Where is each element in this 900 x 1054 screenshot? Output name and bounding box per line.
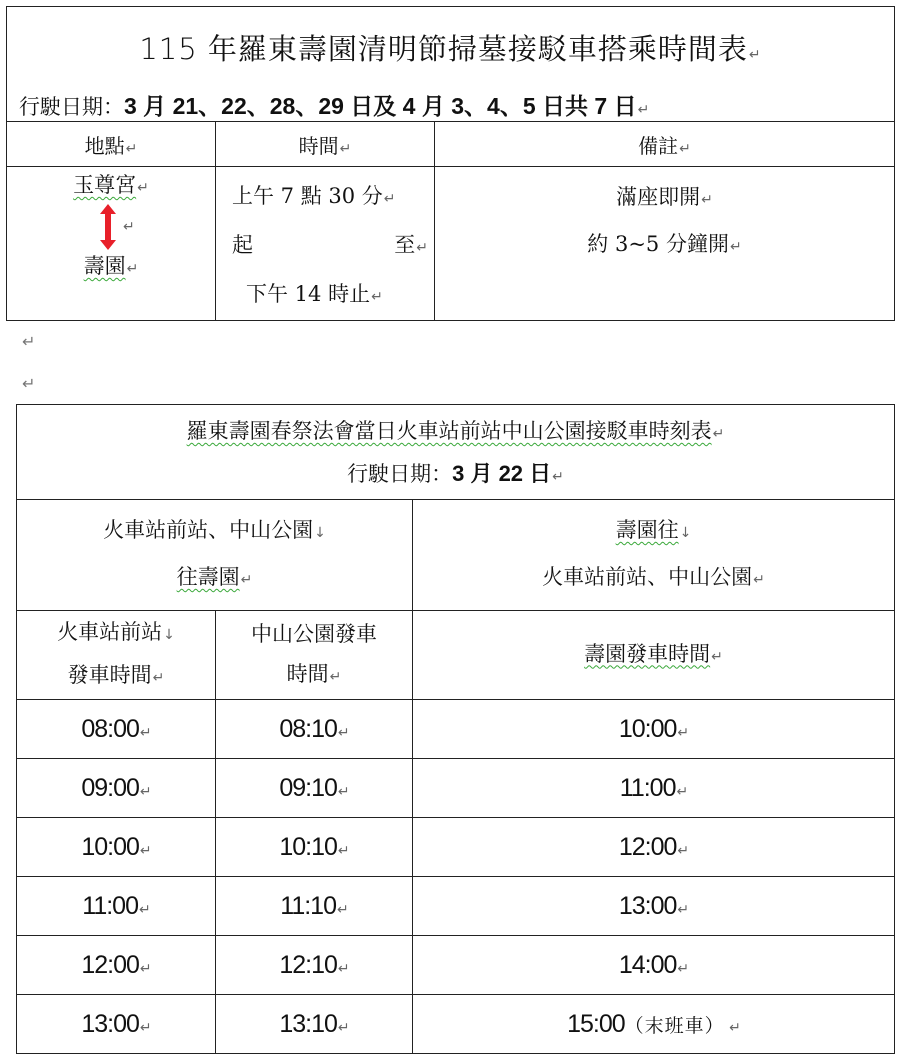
table2-title-cell: 羅東壽園春祭法會當日火車站前站中山公園接駁車時刻表↵ 行駛日期：3 月 22 日↵ bbox=[17, 405, 895, 500]
location-to: 壽園 bbox=[83, 254, 126, 278]
col-station-departure: 火車站前站↓ 發車時間↵ bbox=[17, 611, 216, 700]
header-location: 地點↵ bbox=[7, 122, 216, 167]
header-notes: 備註↵ bbox=[435, 122, 895, 167]
col-shouyuan-departure: 壽園發車時間↵ bbox=[413, 611, 895, 700]
direction-from-shouyuan: 壽園往↓ 火車站前站、中山公園↵ bbox=[413, 500, 895, 611]
paragraph-mark: ↵ bbox=[22, 332, 36, 351]
time-from-word: 起 bbox=[232, 233, 253, 257]
table-row: 09:00↵ 09:10↵ 11:00↵ bbox=[17, 759, 895, 818]
time-start: 上午 7 點 30 分 bbox=[232, 184, 383, 208]
location-from: 玉尊宮 bbox=[73, 173, 137, 197]
shuttle-schedule-table bbox=[6, 6, 895, 321]
time-cell: 上午 7 點 30 分↵ 起 至↵ 下午 14 時止↵ bbox=[216, 167, 435, 321]
table1-date-label: 行駛日期： bbox=[19, 95, 124, 119]
table-row: 10:00↵ 10:10↵ 12:00↵ bbox=[17, 818, 895, 877]
col-park-departure: 中山公園發車 時間↵ bbox=[216, 611, 413, 700]
table-row: 13:00↵ 13:10↵ 15:00（末班車） ↵ bbox=[17, 995, 895, 1054]
note-line-1: 滿座即開 bbox=[616, 185, 701, 209]
table2-date-value: 3 月 22 日 bbox=[452, 461, 552, 486]
header-time: 時間↵ bbox=[216, 122, 435, 167]
table1-date-value: 3 月 21、22、28、29 日及 4 月 3、4、5 日共 7 日 bbox=[124, 93, 637, 119]
paragraph-mark: ↵ bbox=[22, 374, 36, 393]
time-end: 下午 14 時止 bbox=[246, 282, 371, 306]
time-to-word: 至 bbox=[394, 233, 416, 257]
last-bus-note: （末班車） bbox=[624, 1014, 725, 1037]
table-row: 12:00↵ 12:10↵ 14:00↵ bbox=[17, 936, 895, 995]
table2-title: 羅東壽園春祭法會當日火車站前站中山公園接駁車時刻表 bbox=[186, 419, 712, 443]
location-cell: 玉尊宮↵ ↵ 壽園↵ bbox=[7, 167, 216, 321]
table-row: 08:00↵ 08:10↵ 10:00↵ bbox=[17, 700, 895, 759]
table1-title-cell: 115 年羅東壽園清明節掃墓接駁車搭乘時間表↵ 行駛日期：3 月 21、22、28、29 日及 4 月 3、4、5 日共 7 日↵ bbox=[7, 7, 895, 122]
table-row: 11:00↵ 11:10↵ 13:00↵ bbox=[17, 877, 895, 936]
double-arrow-icon bbox=[98, 204, 118, 250]
table2-date-label: 行駛日期： bbox=[347, 462, 453, 486]
direction-to-shouyuan: 火車站前站、中山公園↓ 往壽園↵ bbox=[17, 500, 413, 611]
ceremony-shuttle-timetable bbox=[16, 404, 895, 1054]
notes-cell: 滿座即開↵ 約 3~5 分鐘開↵ bbox=[435, 167, 895, 321]
note-line-2: 約 3~5 分鐘開 bbox=[587, 232, 729, 256]
table1-title: 115 年羅東壽園清明節掃墓接駁車搭乘時間表 bbox=[139, 32, 748, 66]
